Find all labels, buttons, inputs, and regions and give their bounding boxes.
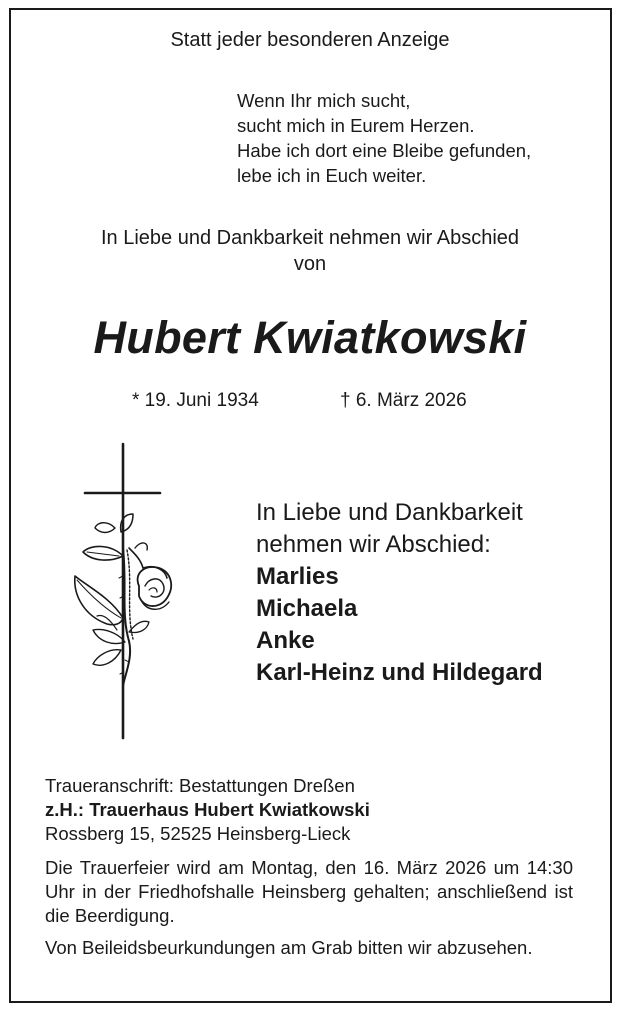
address-line: z.H.: Trauerhaus Hubert Kwiatkowski [45,799,370,820]
poem-line: lebe ich in Euch weiter. [237,165,427,186]
poem-line: sucht mich in Eurem Herzen. [237,115,475,136]
deceased-name: Hubert Kwiatkowski [93,312,527,363]
cross-with-rose-icon [63,436,189,748]
address-line: Rossberg 15, 52525 Heinsberg-Lieck [45,823,351,844]
address-block [45,774,370,846]
mourner-name: Anke [256,627,315,654]
poem-line: Wenn Ihr mich sucht, [237,90,411,111]
death-date: † 6. März 2026 [340,390,467,411]
condolence-note: Von Beileidsbeurkundungen am Grab bitten wir abzusehen. [45,937,533,958]
mourners-intro-line: nehmen wir Abschied: [256,531,491,558]
mourners-intro-line: In Liebe und Dankbarkeit [256,499,523,526]
poem [237,88,531,188]
intro-line: von [293,253,327,275]
poem-line: Habe ich dort eine Bleibe gefunden, [237,140,532,161]
ceremony-text: Die Trauerfeier wird am Montag, den 16. März 2026 um 14:30 Uhr in der Friedhofshalle Heinsberg gehalten; anschließend ist die Beerdigung. [45,857,573,926]
mourner-name: Marlies [256,563,339,590]
intro-text [0,225,620,277]
mourners-block [256,497,543,689]
intro-line: In Liebe und Dankbarkeit nehmen wir Abschied [100,227,520,249]
mourner-name: Karl-Heinz und Hildegard [256,659,543,686]
address-line: Traueranschrift: Bestattungen Dreßen [45,775,355,796]
birth-date: * 19. Juni 1934 [132,390,259,411]
notice-header: Statt jeder besonderen Anzeige [170,29,450,51]
mourner-name: Michaela [256,595,358,622]
